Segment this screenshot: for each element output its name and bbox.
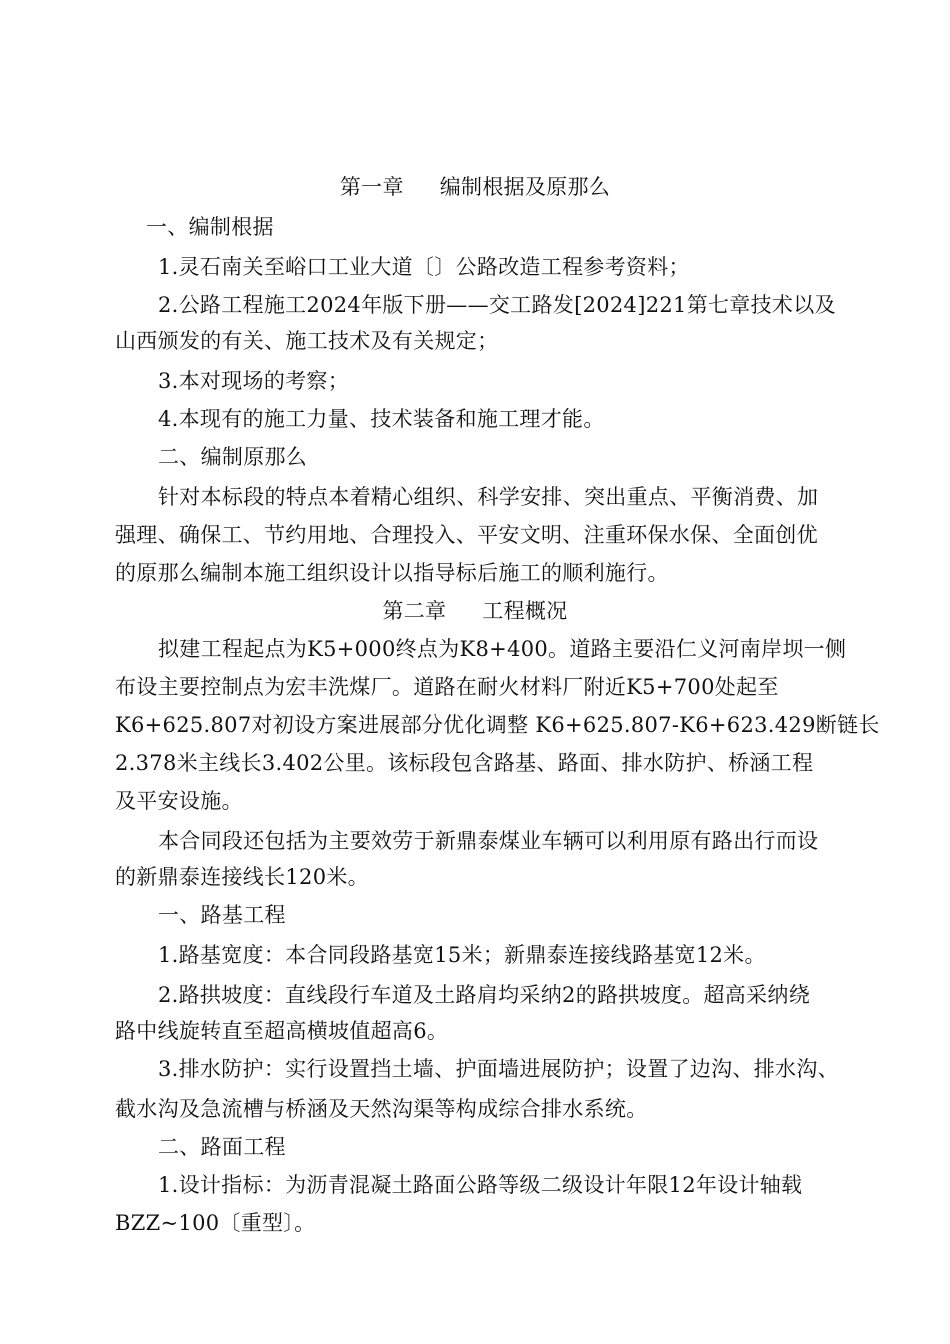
basis-item-2-cont: 山西颁发的有关、施工技术及有关规定； (115, 329, 499, 353)
overview-line-5: 及平安设施。 (115, 789, 243, 813)
basis-item-2: 2.公路工程施工2024年版下册——交工路发[2024]221第七章技术以及 (158, 293, 836, 317)
basis-item-3: 3.本对现场的考察； (158, 369, 350, 393)
overview-para2-line-1: 本合同段还包括为主要效劳于新鼎泰煤业车辆可以利用原有路出行而设 (158, 829, 819, 853)
section-heading-principles: 二、编制原那么 (158, 445, 308, 469)
pavement-line-1: 1.设计指标：为沥青混凝土路面公路等级二级设计年限12年设计轴载 (158, 1173, 803, 1197)
subgrade-line-2: 2.路拱坡度：直线段行车道及土路肩均采纳2的路拱坡度。超高采纳绕 (158, 983, 810, 1007)
principles-line-1: 针对本标段的特点本着精心组织、科学安排、突出重点、平衡消费、加 (158, 485, 819, 509)
pavement-line-2: BZZ~100〔重型〕。 (115, 1211, 316, 1235)
subgrade-line-5: 截水沟及急流槽与桥涵及天然沟渠等构成综合排水系统。 (115, 1097, 648, 1121)
chapter-1-number: 第一章 (339, 175, 404, 199)
overview-line-3: K6+625.807对初设方案进展部分优化调整 K6+625.807-K6+623.429断链长 (115, 713, 880, 737)
section-heading-basis: 一、编制根据 (146, 215, 274, 239)
section-heading-pavement: 二、路面工程 (158, 1135, 286, 1159)
section-heading-subgrade: 一、路基工程 (158, 903, 286, 927)
overview-para2-line-2: 的新鼎泰连接线长120米。 (115, 865, 369, 889)
principles-line-2: 强理、确保工、节约用地、合理投入、平安文明、注重环保水保、全面创优 (115, 523, 818, 547)
principles-line-3: 的原那么编制本施工组织设计以指导标后施工的顺利施行。 (115, 561, 669, 585)
chapter-2-number: 第二章 (382, 599, 447, 623)
chapter-1-heading (0, 174, 950, 200)
subgrade-line-1: 1.路基宽度：本合同段路基宽15米；新鼎泰连接线路基宽12米。 (158, 943, 766, 967)
subgrade-line-4: 3.排水防护：实行设置挡土墙、护面墙进展防护；设置了边沟、排水沟、 (158, 1057, 839, 1081)
basis-item-4: 4.本现有的施工力量、技术装备和施工理才能。 (158, 407, 605, 431)
subgrade-line-3: 路中线旋转直至超高横坡值超高6。 (115, 1019, 449, 1043)
chapter-2-heading (0, 598, 950, 624)
overview-line-4: 2.378米主线长3.402公里。该标段包含路基、路面、排水防护、桥涵工程 (115, 751, 814, 775)
chapter-2-title: 工程概况 (482, 599, 568, 623)
chapter-1-title: 编制根据及原那么 (439, 175, 611, 199)
overview-line-2: 布设主要控制点为宏丰洗煤厂。道路在耐火材料厂附近K5+700处起至 (115, 675, 779, 699)
basis-item-1: 1.灵石南关至峪口工业大道〔〕公路改造工程参考资料； (158, 255, 690, 279)
overview-line-1: 拟建工程起点为K5+000终点为K8+400。道路主要沿仁义河南岸坝一侧 (158, 637, 847, 661)
